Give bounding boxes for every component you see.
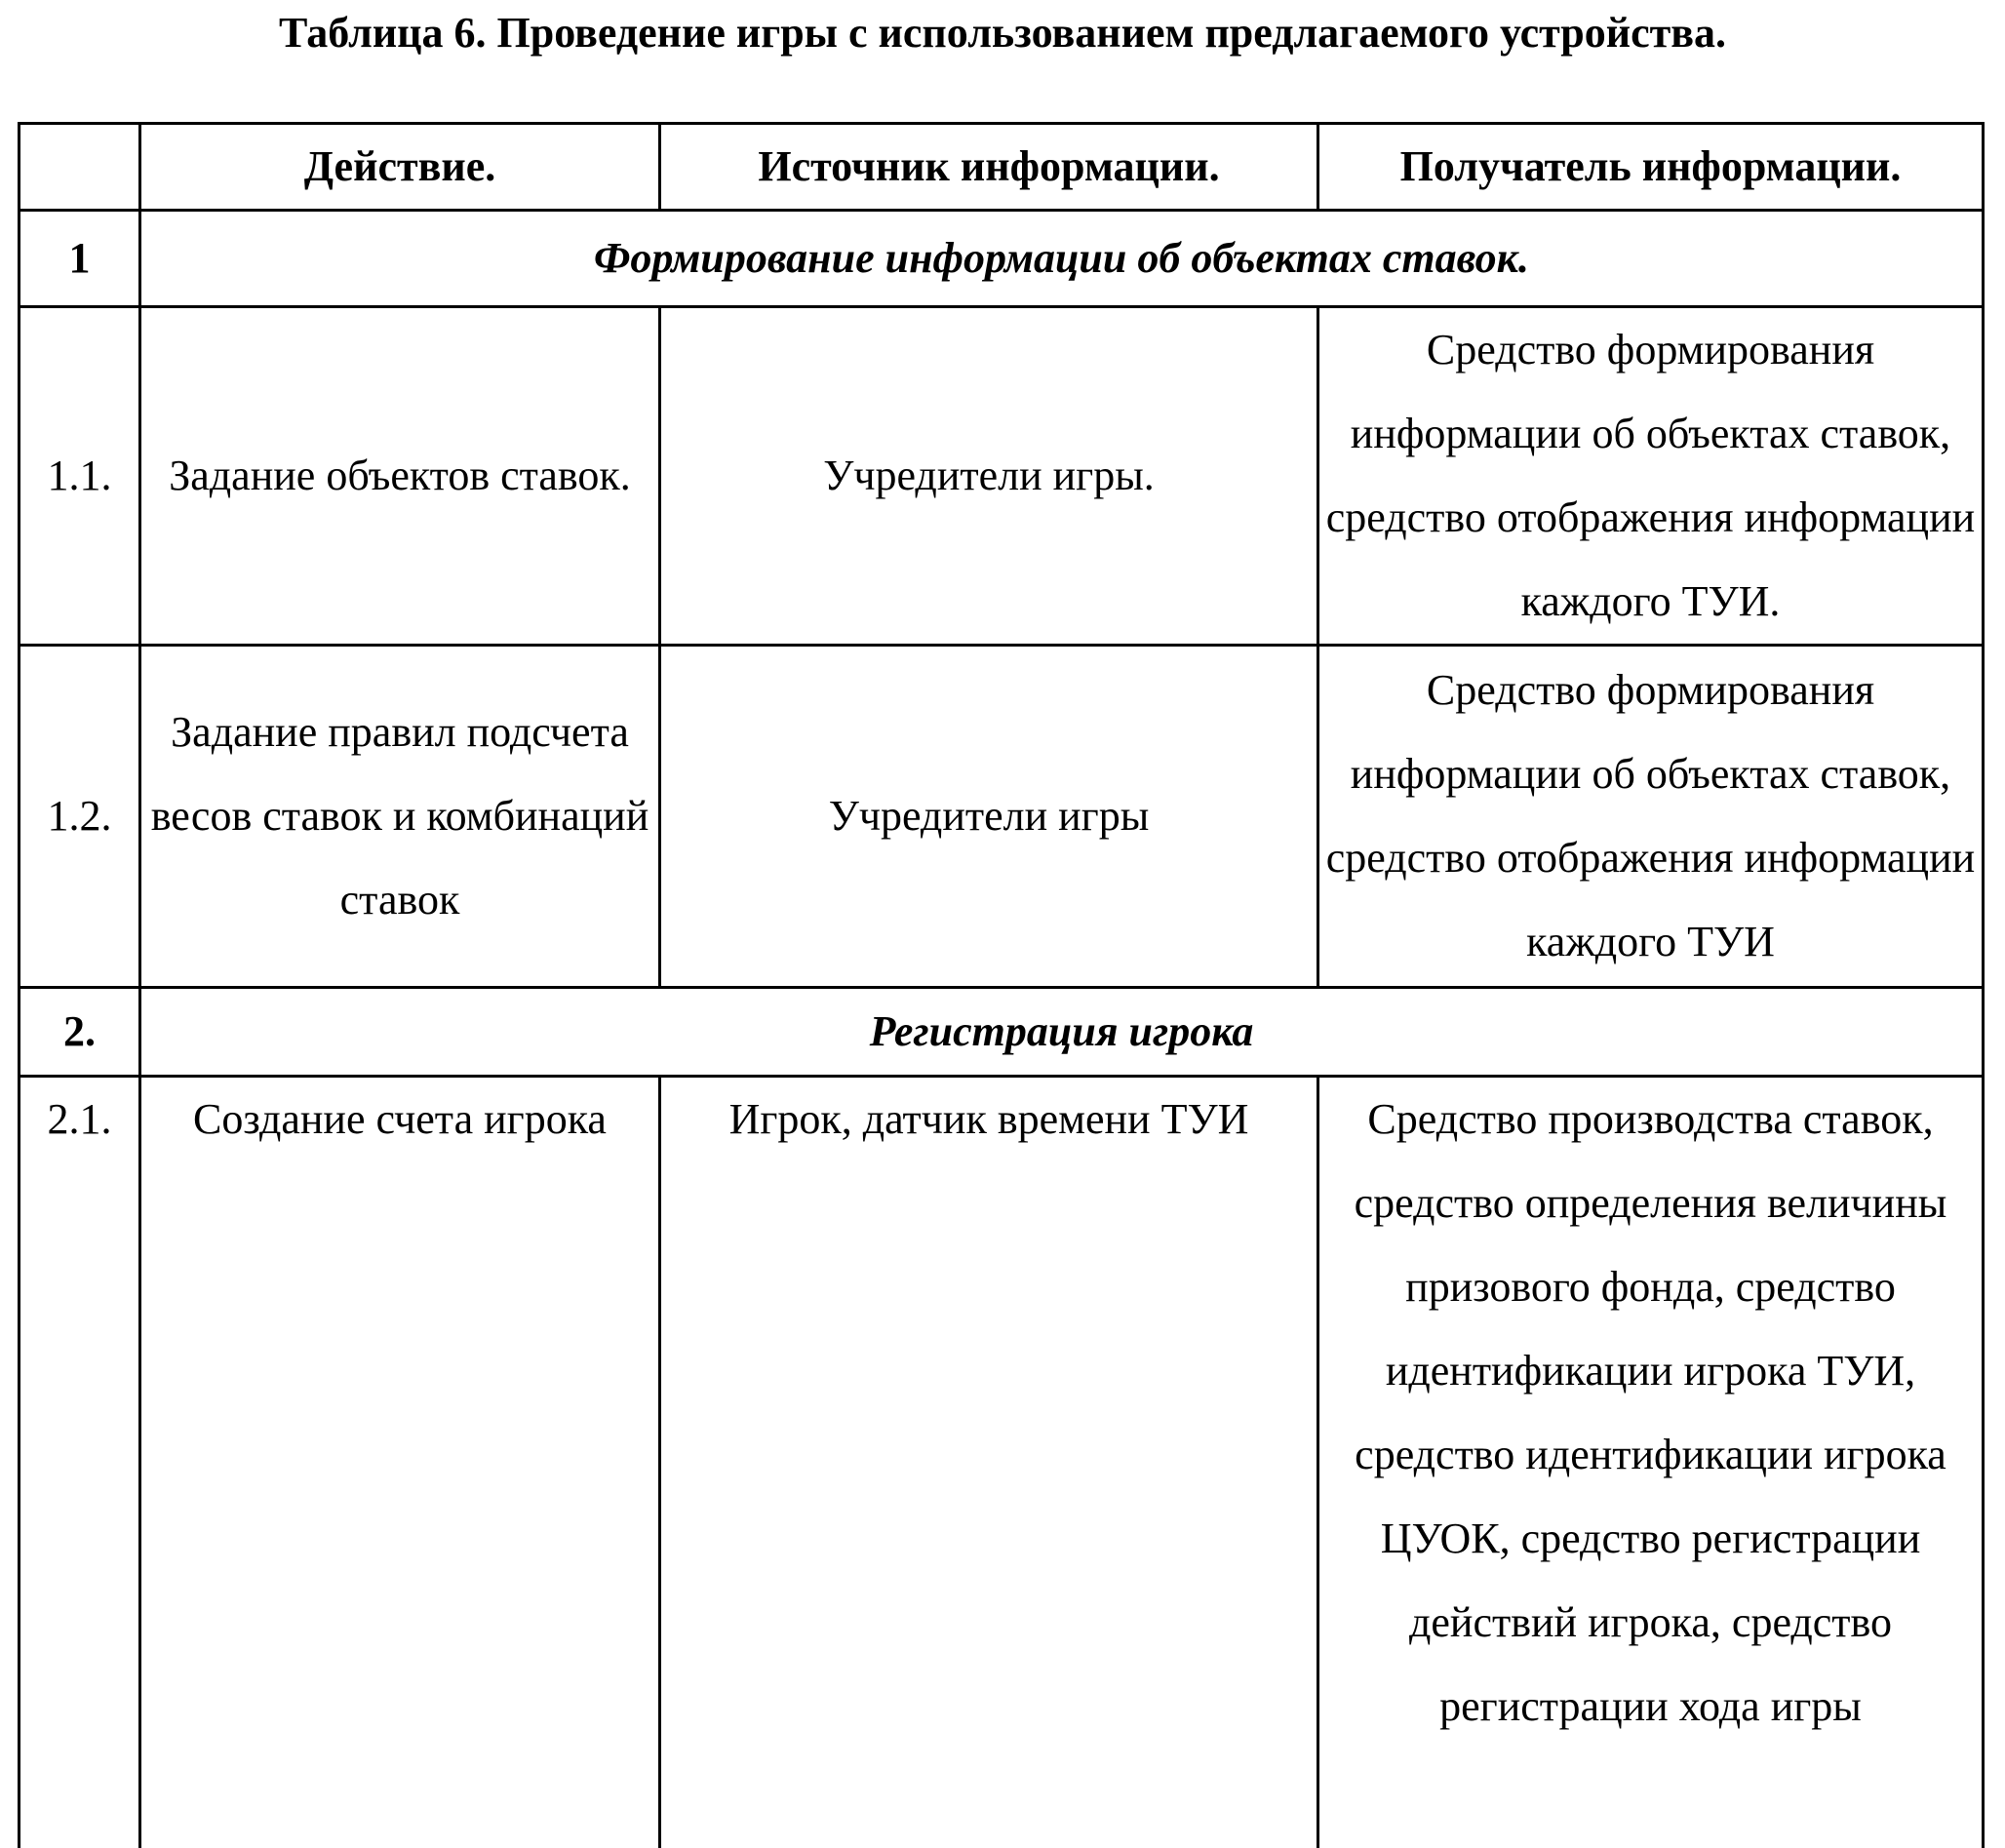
header-num	[20, 124, 140, 211]
row-source: Учредители игры.	[660, 307, 1318, 646]
table-row	[20, 307, 1984, 646]
table-row	[20, 1077, 1984, 1848]
row-source: Игрок, датчик времени ТУИ	[660, 1077, 1318, 1848]
row-num: 1.2.	[20, 646, 140, 988]
header-source: Источник информации.	[660, 124, 1318, 211]
row-action: Создание счета игрока	[140, 1077, 660, 1848]
section-title: Регистрация игрока	[140, 988, 1984, 1077]
row-num: 2.	[20, 988, 140, 1077]
row-num: 1.1.	[20, 307, 140, 646]
row-action: Задание правил подсчета весов ставок и комбинаций ставок	[140, 646, 660, 988]
table-header-row	[20, 124, 1984, 211]
game-table	[18, 122, 1985, 1848]
table-title: Таблица 6. Проведение игры с использованием предлагаемого устройства.	[0, 8, 2005, 58]
row-recipient: Средство производства ставок, средство определения величины призового фонда, средство идентификации игрока ТУИ, средство идентификации игрока ЦУОК, средство регистрации действий игрока, средство регистрации хода игры	[1318, 1077, 1984, 1848]
row-action: Задание объектов ставок.	[140, 307, 660, 646]
section-title: Формирование информации об объектах ставок.	[140, 211, 1984, 307]
section-row	[20, 211, 1984, 307]
section-row	[20, 988, 1984, 1077]
header-recipient: Получатель информации.	[1318, 124, 1984, 211]
row-source: Учредители игры	[660, 646, 1318, 988]
row-recipient: Средство формирования информации об объектах ставок, средство отображения информации каждого ТУИ	[1318, 646, 1984, 988]
row-recipient: Средство формирования информации об объектах ставок, средство отображения информации каждого ТУИ.	[1318, 307, 1984, 646]
row-num: 1	[20, 211, 140, 307]
header-action: Действие.	[140, 124, 660, 211]
table-row	[20, 646, 1984, 988]
row-num: 2.1.	[20, 1077, 140, 1848]
